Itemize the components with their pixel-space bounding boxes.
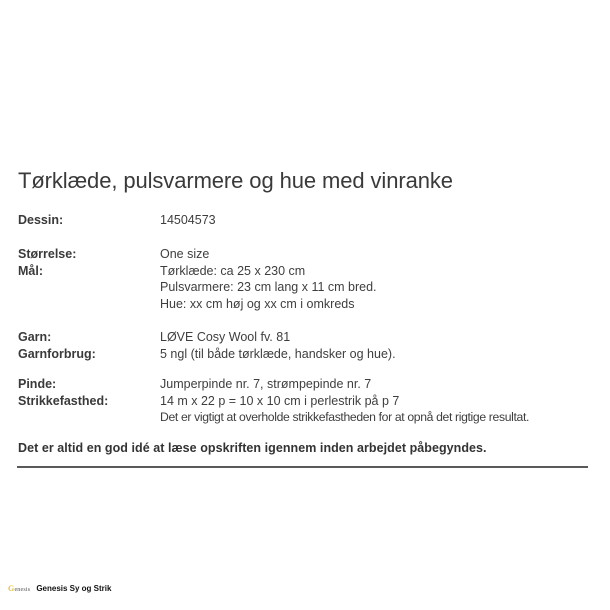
divider: [17, 466, 588, 468]
spec-value-measurement-scarf: Tørklæde: ca 25 x 230 cm: [160, 263, 306, 278]
pattern-title: Tørklæde, pulsvarmere og hue med vinranke: [18, 168, 453, 193]
spec-value-needles: Jumperpinde nr. 7, strømpepinde nr. 7: [160, 377, 372, 391]
spec-label-spacer: [18, 409, 160, 426]
brand-name: Genesis Sy og Strik: [36, 584, 112, 593]
reading-note: Det er altid en god idé at læse opskriften igennem inden arbejdet påbegyndes.: [18, 441, 487, 455]
spec-value-dessin: 14504573: [160, 213, 216, 227]
spec-label-dessin: Dessin:: [18, 213, 64, 227]
spec-value-size: One size: [160, 247, 210, 261]
footer-branding: [8, 584, 111, 593]
spec-label-needles: Pinde:: [18, 377, 57, 391]
spec-needles-gauge: [18, 376, 529, 426]
spec-label-gauge: Strikkefasthed:: [18, 393, 109, 408]
spec-dessin: [18, 212, 216, 229]
logo-text: enesis: [14, 587, 31, 593]
logo-initial: G: [8, 584, 15, 593]
spec-label-spacer: [18, 279, 160, 296]
spec-size-measurements: [18, 246, 377, 312]
spec-value-measurement-wristwarmers: Pulsvarmere: 23 cm lang x 11 cm bred.: [160, 280, 377, 294]
spec-label-measurements: Mål:: [18, 263, 43, 278]
spec-value-yarn: LØVE Cosy Wool fv. 81: [160, 330, 291, 344]
spec-value-yarn-usage: 5 ngl (til både tørklæde, handsker og hue).: [160, 346, 396, 361]
spec-value-measurement-hat: Hue: xx cm høj og xx cm i omkreds: [160, 296, 355, 311]
spec-label-yarn: Garn:: [18, 330, 52, 344]
spec-yarn: [18, 329, 396, 362]
spec-value-gauge-note: Det er vigtigt at overholde strikkefastheden for at opnå det rigtige resultat.: [160, 410, 530, 424]
spec-value-gauge: 14 m x 22 p = 10 x 10 cm i perlestrik på p 7: [160, 393, 400, 408]
spec-label-size: Størrelse:: [18, 247, 77, 261]
spec-label-spacer: [18, 296, 160, 313]
genesis-logo-icon: [8, 584, 30, 593]
spec-label-yarn-usage: Garnforbrug:: [18, 346, 96, 361]
